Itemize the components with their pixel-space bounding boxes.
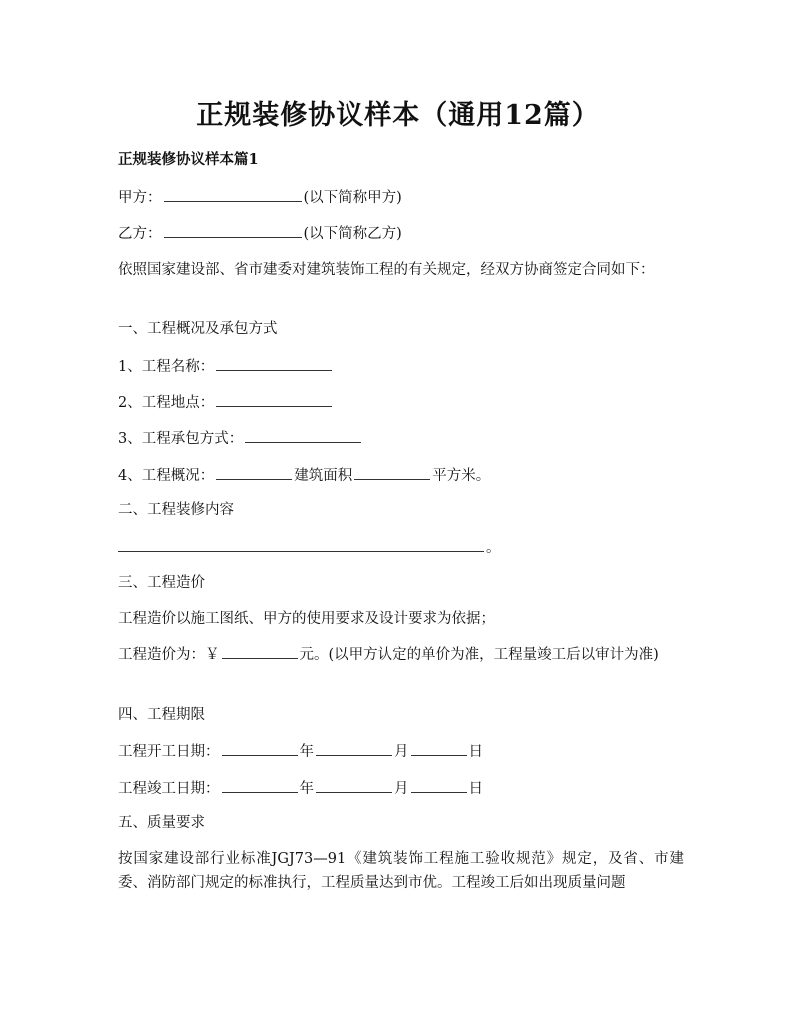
project-location-blank — [216, 391, 332, 407]
building-area-blank — [354, 464, 430, 480]
section-1-heading: 一、工程概况及承包方式 — [118, 321, 278, 337]
quality-paragraph: 按国家建设部行业标准JGJ73—91《建筑装饰工程施工验收规范》规定，及省、市建委、消防部门规定的标准执行，工程质量达到市优。工程竣工后如出现质量问题 — [118, 851, 684, 891]
section-5-heading: 五、质量要求 — [118, 815, 205, 831]
start-day-label: 日 — [468, 744, 483, 760]
party-b-blank — [164, 222, 302, 238]
start-year-label: 年 — [299, 744, 314, 760]
contract-mode-line — [118, 427, 363, 449]
end-year-label: 年 — [299, 781, 314, 797]
section-2-heading: 二、工程装修内容 — [118, 502, 234, 518]
price-label: 工程造价为：￥ — [118, 647, 220, 663]
end-date-line — [118, 777, 483, 799]
end-month-blank — [316, 777, 392, 793]
party-a-line — [118, 186, 402, 208]
project-overview-label: 4、工程概况： — [118, 468, 215, 484]
end-date-label: 工程竣工日期： — [118, 781, 220, 797]
decoration-content-blank — [118, 536, 484, 552]
start-month-label: 月 — [394, 744, 409, 760]
section-heading: 正规装修协议样本篇1 — [118, 151, 259, 168]
project-name-blank — [216, 355, 332, 371]
end-month-label: 月 — [394, 781, 409, 797]
price-paragraph — [118, 643, 684, 667]
section-3-heading: 三、工程造价 — [118, 575, 205, 591]
intro-paragraph: 依照国家建设部、省市建委对建筑装饰工程的有关规定，经双方协商签定合同如下： — [118, 262, 655, 278]
decoration-content-line — [118, 536, 501, 558]
contract-mode-blank — [245, 427, 361, 443]
project-location-label: 2、工程地点： — [118, 395, 215, 411]
price-basis-line: 工程造价以施工图纸、甲方的使用要求及设计要求为依据； — [118, 611, 495, 627]
start-day-blank — [411, 740, 467, 756]
start-month-blank — [316, 740, 392, 756]
project-overview-blank — [216, 464, 292, 480]
decoration-content-end: 。 — [486, 540, 501, 556]
party-a-label: 甲方： — [118, 190, 162, 206]
party-b-line — [118, 222, 402, 244]
party-a-note: (以下简称甲方) — [303, 190, 402, 206]
start-date-label: 工程开工日期： — [118, 744, 220, 760]
area-unit: 平方米。 — [432, 468, 491, 484]
project-overview-line — [118, 464, 490, 486]
party-b-note: (以下简称乙方) — [303, 226, 402, 242]
start-year-blank — [222, 740, 298, 756]
document-title: 正规装修协议样本（通用12篇） — [196, 100, 600, 131]
end-day-blank — [411, 777, 467, 793]
project-name-line — [118, 355, 334, 377]
party-b-label: 乙方： — [118, 226, 162, 242]
project-location-line — [118, 391, 334, 413]
building-area-label: 建筑面积 — [294, 468, 353, 484]
contract-mode-label: 3、工程承包方式： — [118, 431, 244, 447]
start-date-line — [118, 740, 483, 762]
end-day-label: 日 — [468, 781, 483, 797]
project-name-label: 1、工程名称： — [118, 359, 215, 375]
section-4-heading: 四、工程期限 — [118, 707, 205, 723]
price-note: 元。(以甲方认定的单价为准，工程量竣工后以审计为准) — [299, 647, 659, 663]
end-year-blank — [222, 777, 298, 793]
party-a-blank — [164, 186, 302, 202]
price-blank — [222, 643, 298, 659]
